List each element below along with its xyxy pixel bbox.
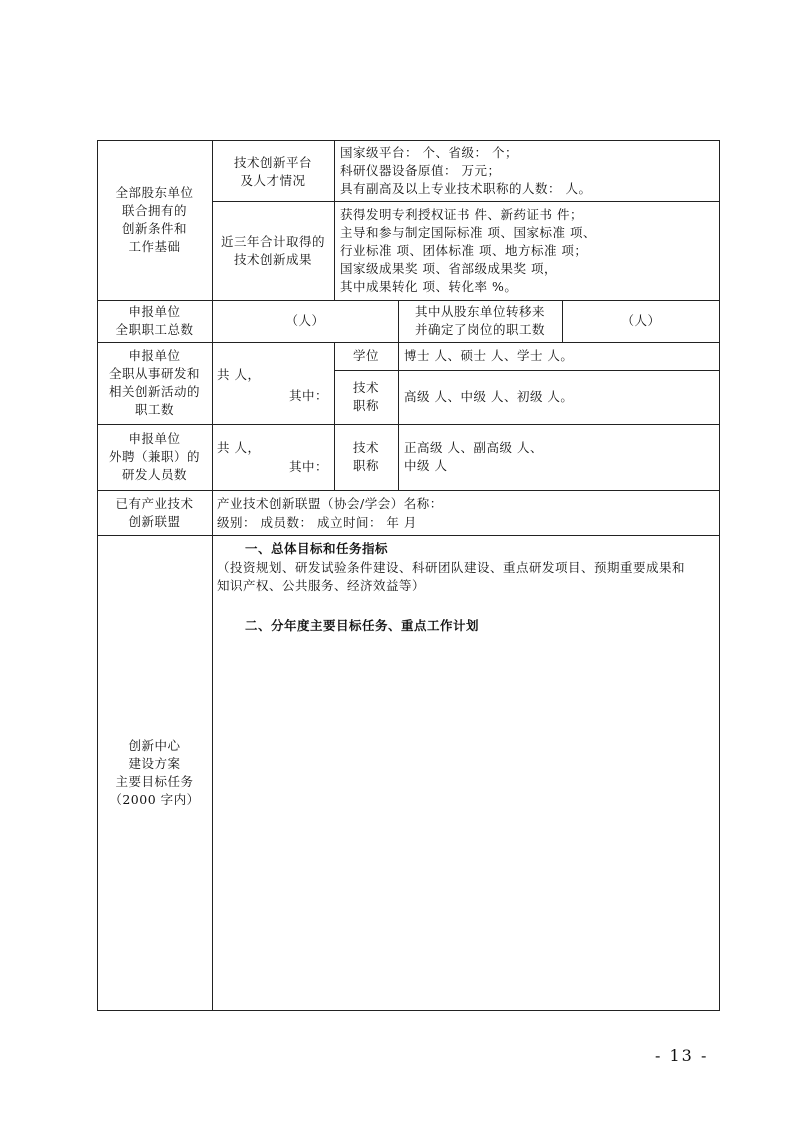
platform-label: 技术创新平台 及人才情况	[233, 155, 312, 188]
row6-label: 创新中心 建设方案 主要目标任务 （2000 字内）	[109, 738, 200, 807]
row1-label: 全部股东单位 联合拥有的 创新条件和 工作基础	[115, 185, 194, 254]
row3-label: 申报单位 全职从事研发和 相关创新活动的 职工数	[108, 348, 200, 417]
row-divider	[97, 490, 720, 491]
column-divider	[398, 342, 399, 490]
results-details: 获得发明专利授权证书 件、新药证书 件； 主导和参与制定国际标准 项、国家标准 项、 行业标准 项、团体标准 项、地方标准 项； 国家级成果奖 项、省部级成果奖 项， 其中成果转化 项、转化率 %。	[340, 207, 596, 294]
section-note: （投资规划、研发试验条件建设、科研团队建设、重点研发项目、预期重要成果和 知识产权、公共服务、经济效益等）	[217, 560, 686, 593]
alliance-name-line: 产业技术创新联盟（协会/学会）名称：	[217, 496, 443, 511]
platform-details: 国家级平台： 个、省级： 个； 科研仪器设备原值： 万元； 具有副高及以上专业技术职称的人数： 人。	[340, 145, 592, 196]
row4-label: 申报单位 外聘（兼职）的 研发人员数	[108, 431, 200, 482]
section-heading-annual-plan: 二、分年度主要目标任务、重点工作计划	[245, 618, 480, 633]
external-title-breakdown: 正高级 人、副高级 人、 中级 人	[404, 440, 543, 473]
degree-breakdown: 博士 人、硕士 人、学士 人。	[404, 348, 574, 363]
row-divider	[97, 300, 720, 301]
row-divider	[97, 342, 720, 343]
sub-row-divider	[212, 201, 720, 202]
row5-label: 已有产业技术 创新联盟	[115, 496, 194, 529]
transferred-staff-label: 其中从股东单位转移来 并确定了岗位的职工数	[414, 304, 545, 337]
row-divider	[97, 424, 720, 425]
column-divider	[212, 140, 213, 1011]
row-divider	[97, 535, 720, 536]
external-staff-among: 其中：	[289, 459, 329, 474]
title-breakdown: 高级 人、中级 人、初级 人。	[404, 389, 574, 404]
column-divider	[334, 140, 335, 301]
section-heading-overall-goals: 一、总体目标和任务指标	[245, 541, 389, 556]
transferred-staff-unit: （人）	[621, 313, 661, 328]
sub-row-divider	[334, 370, 720, 371]
alliance-detail-line: 级别： 成员数： 成立时间： 年 月	[217, 515, 417, 530]
rd-staff-total: 共 人，	[217, 367, 261, 382]
row2-label: 申报单位 全职职工总数	[115, 304, 194, 337]
external-title-label: 技术 职称	[352, 440, 379, 473]
rd-staff-among: 其中：	[289, 388, 329, 403]
total-staff-unit: （人）	[285, 313, 325, 328]
results-label: 近三年合计取得的 技术创新成果	[220, 234, 325, 267]
page-number: - 13 -	[655, 1046, 709, 1065]
degree-label: 学位	[352, 348, 379, 363]
external-staff-total: 共 人，	[217, 440, 261, 455]
title-label: 技术 职称	[352, 380, 379, 413]
